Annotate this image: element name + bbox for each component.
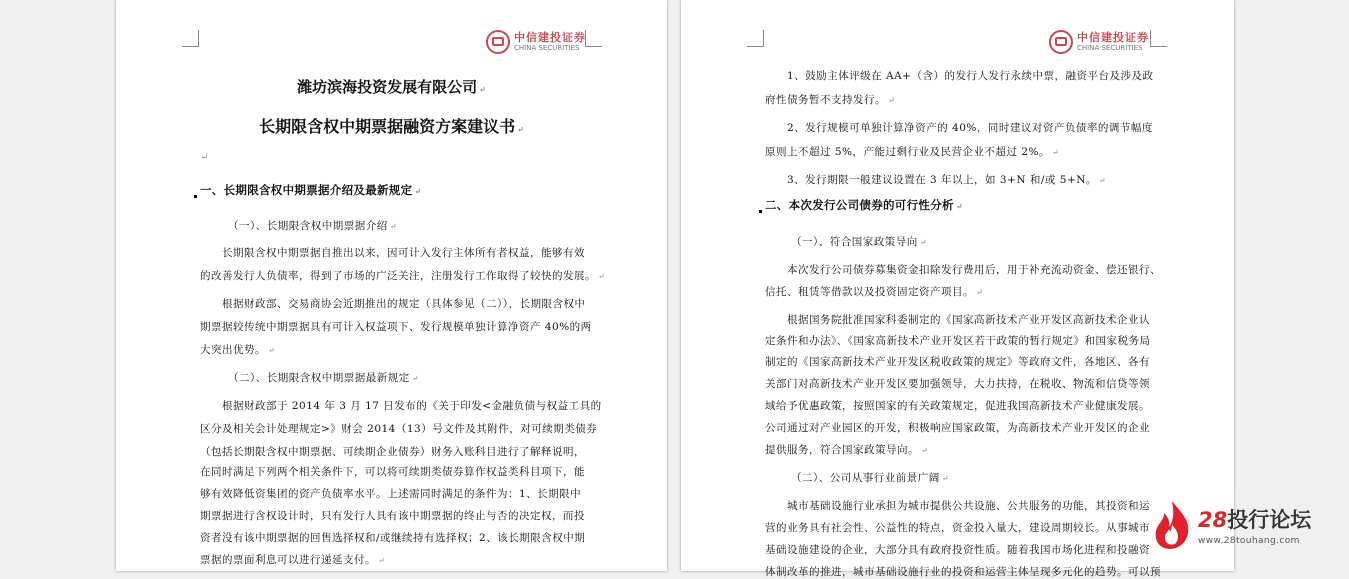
- empty-paragraph-mark: ↵: [200, 152, 209, 163]
- paragraph-line: 根据财政部于 2014 年 3 月 17 日发布的《关于印发<金融负债与权益工具的: [222, 400, 602, 412]
- paragraph-line: 域给予优惠政策，按照国家的有关政策规定，促进我国高新技术产业健康发展。: [765, 400, 1150, 412]
- paragraph-line: 票据的票面利息可以进行递延支付。 ↵: [200, 554, 386, 566]
- citic-logo-icon: [486, 30, 510, 54]
- heading-bullet: [759, 210, 762, 213]
- paragraph-line: 期票据进行含权设计时，只有发行人具有该中期票据的终止与否的决定权，而投: [200, 510, 585, 522]
- paragraph-line: （包括长期限含权中期票据、可续期企业债券）财务入账科目进行了解释说明，: [200, 446, 585, 458]
- watermark-url: www.28touhang.com: [1198, 536, 1300, 546]
- paragraph-line: 本次发行公司债券募集资金扣除发行费用后，用于补充流动资金、偿还银行、: [787, 264, 1161, 276]
- subsection-heading: （一）、长期限含权中期票据介绍 ↵: [228, 220, 397, 232]
- paragraph-line: 公司通过对产业园区的开发，积极响应国家政策，为高新技术产业开发区的企业: [765, 422, 1150, 434]
- crop-mark-top-right: [585, 30, 602, 47]
- crop-mark-top-left: [747, 30, 764, 47]
- heading-bullet: [194, 195, 197, 198]
- flame-logo-icon: [1152, 499, 1192, 551]
- subsection-heading: （一）、符合国家政策导向 ↵: [791, 236, 927, 248]
- paragraph-line: 3、发行期限一般建议设置在 3 年以上，如 3+N 和/或 5+N。 ↵: [787, 174, 1107, 186]
- paragraph-line: 提供服务，符合国家政策导向。 ↵: [765, 444, 929, 456]
- paragraph-line: 营的业务具有社会性、公益性的特点，资金投入量大，建设周期较长。从事城市: [765, 522, 1150, 534]
- document-subtitle: 长期限含权中期票据融资方案建议书 ↵: [259, 117, 524, 136]
- paragraph-line: 够有效降低资集团的资产负债率水平。上述需同时满足的条件为：1、长期限中: [200, 488, 582, 500]
- paragraph-line: 1、鼓励主体评级在 AA+（含）的发行人发行永续中票，融资平台及涉及政: [787, 70, 1154, 82]
- paragraph-line: 区分及相关会计处理规定>》财会 2014（13）号文件及其附件，对可续期类债券: [200, 423, 598, 435]
- forum-watermark: [1152, 495, 1332, 555]
- paragraph-line: 定条件和办法》、《国家高新技术产业开发区若干政策的暂行规定》和国家税务局: [765, 335, 1151, 347]
- paragraph-line: 城市基础设施行业承担为城市提供公共设施、公共服务的功能，其投资和运: [787, 500, 1150, 512]
- document-page-2: [681, 0, 1234, 578]
- paragraph-line: 大突出优势。 ↵: [200, 344, 276, 356]
- paragraph-line: 关部门对高新技术产业开发区要加强领导，大力扶持，在税收、物流和信贷等领: [765, 378, 1150, 390]
- subsection-heading: （二）、长期限含权中期票据最新规定 ↵: [228, 372, 419, 384]
- paragraph-line: 资者没有该中期票据的回售选择权和/或继续持有选择权；2、该长期限含权中期: [200, 532, 586, 544]
- paragraph-line: 府性债务暂不支持发行。 ↵: [765, 94, 896, 106]
- paragraph-line: 期票据较传统中期票据具有可计入权益项下、发行规模单独计算净资产 40%的两: [200, 321, 592, 333]
- paragraph-line: 制定的《国家高新技术产业开发区税收政策的规定》等政府文件，各地区、各有: [765, 356, 1150, 368]
- document-page-1: [116, 0, 667, 571]
- subsection-heading: （二）、公司从事行业前景广阔 ↵: [791, 472, 949, 484]
- paragraph-line: 根据财政部、交易商协会近期推出的规定（具体参见（二）），长期限含权中: [222, 298, 586, 310]
- paragraph-line: 体制改革的推进，城市基础设施行业的投资和运营主体呈现多元化的趋势。可以预: [765, 566, 1161, 578]
- paragraph-line: 在同时满足下列两个相关条件下，可以将可续期类债券算作权益类科目项下，能: [200, 466, 585, 478]
- logo-text-en: CHINA SECURITIES: [1077, 44, 1143, 52]
- paragraph-line: 2、发行规模可单独计算净资产的 40%，同时建议对资产负债率的调节幅度: [787, 122, 1153, 134]
- header-logo: [486, 30, 586, 54]
- document-title: 潍坊滨海投资发展有限公司 ↵: [297, 78, 486, 96]
- paragraph-line: 根据国务院批准国家科委制定的《国家高新技术产业开发区高新技术企业认: [787, 314, 1150, 326]
- logo-text-en: CHINA SECURITIES: [514, 44, 580, 52]
- paragraph-line: 基础设施建设的企业，大部分具有政府投资性质。随着我国市场化进程和投融资: [765, 544, 1150, 556]
- paragraph-line: 长期限含权中期票据自推出以来，因可计入发行主体所有者权益，能够有效: [222, 247, 585, 259]
- paragraph-line: 的改善发行人负债率，得到了市场的广泛关注，注册发行工作取得了较快的发展。 ↵: [200, 270, 606, 282]
- logo-text-cn: 中信建投证券: [514, 31, 586, 44]
- header-logo: [1049, 30, 1149, 54]
- logo-text-cn: 中信建投证券: [1077, 31, 1149, 44]
- section-heading-1: 一、长期限含权中期票据介绍及最新规定 ↵: [200, 183, 422, 197]
- paragraph-line: 信托、租赁等借款以及投资固定资产项目。 ↵: [765, 286, 984, 298]
- crop-mark-top-right: [1150, 30, 1167, 47]
- paragraph-line: 原则上不超过 5%，产能过剩行业及民营企业不超过 2%。 ↵: [765, 146, 1060, 158]
- section-heading-2: 二、本次发行公司债券的可行性分析 ↵: [765, 198, 963, 212]
- citic-logo-icon: [1049, 30, 1073, 54]
- crop-mark-top-left: [182, 30, 199, 47]
- watermark-title: 28投行论坛: [1198, 508, 1312, 532]
